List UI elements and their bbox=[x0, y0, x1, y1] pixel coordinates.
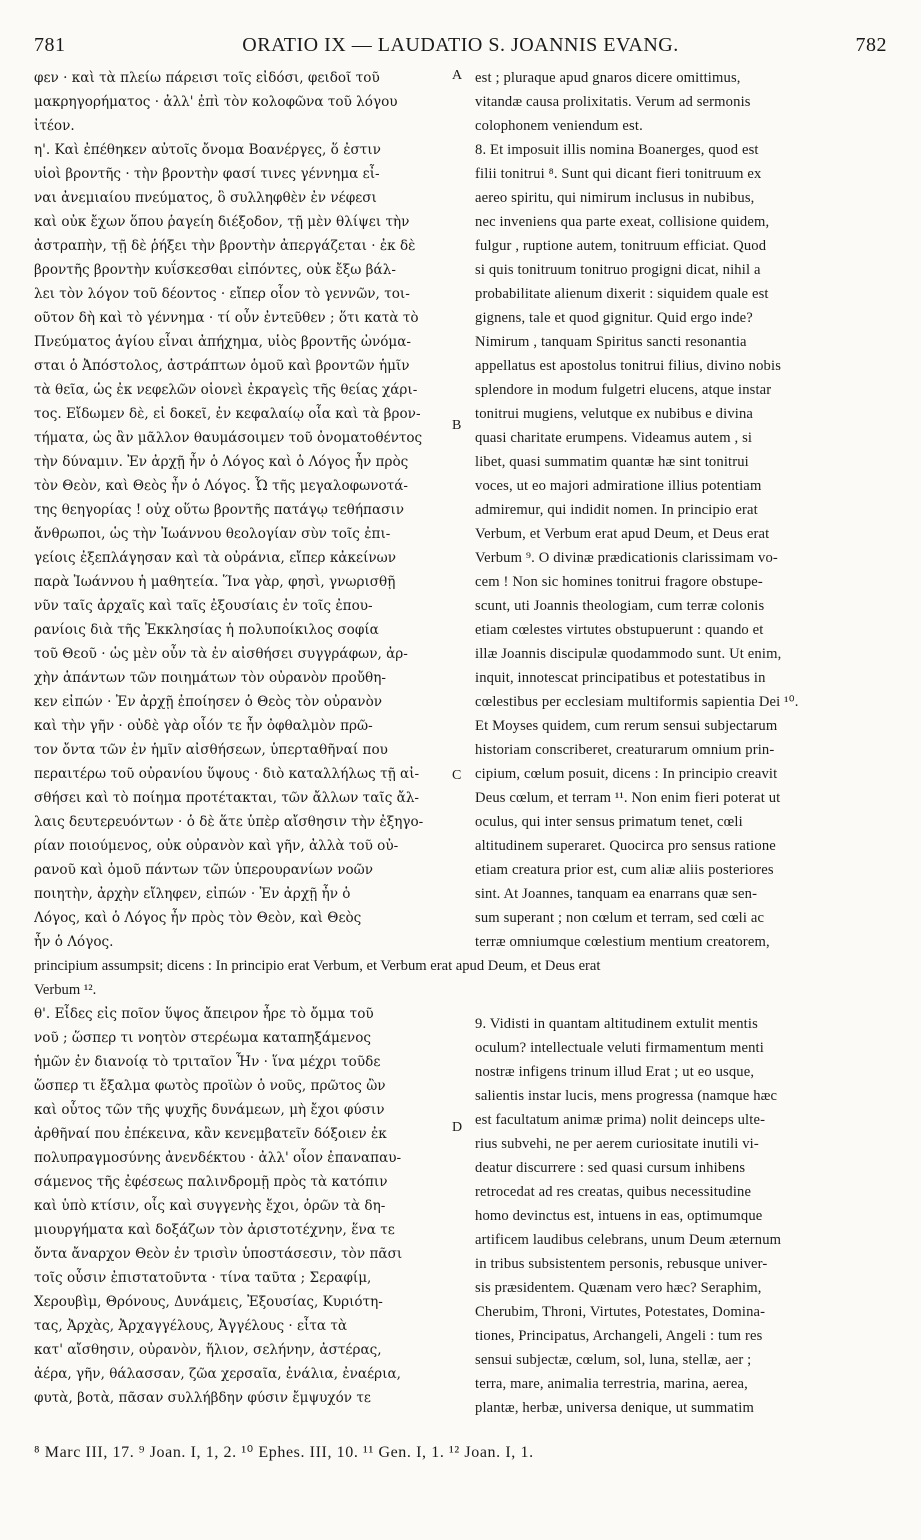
latin-text-line: est facultatum animæ prima) nolit deinceps ulte- bbox=[475, 1112, 766, 1128]
greek-text-line: τὴν δύναμιν. Ἐν ἀρχῇ ἦν ὁ Λόγος καὶ ὁ Λόγος ἦν πρὸς bbox=[34, 454, 409, 470]
running-title: ORATIO IX — LAUDATIO S. JOANNIS EVANG. bbox=[242, 34, 679, 56]
latin-text-line: tonitrui mugiens, velutque ex nubibus e divina bbox=[475, 406, 754, 422]
latin-text-line: 9. Vidisti in quantam altitudinem extulit mentis bbox=[475, 1016, 758, 1032]
greek-text-line: καὶ οὐκ ἔχων ὅπου ῥαγείη διέξοδον, τῇ μὲν θλίψει τὴν bbox=[34, 214, 410, 230]
greek-text-line: νοῦ ; ὥσπερ τι νοητὸν στερέωμα καταπηξάμενος bbox=[34, 1030, 371, 1046]
latin-text-line: terra, mare, animalia terrestria, marina, aerea, bbox=[475, 1376, 748, 1392]
greek-text-line: τὰ θεῖα, ὡς ἐκ νεφελῶν οἱονεὶ ἐκραγεὶς τῆς θείας χάρι- bbox=[34, 382, 418, 398]
greek-text-line: τας, Ἀρχὰς, Ἀρχαγγέλους, Ἀγγέλους · εἶτα τὰ bbox=[34, 1318, 348, 1334]
greek-text-line: βροντῆς βροντὴν κυΐσκεσθαι εἰπόντες, οὐκ ἔξω βάλ- bbox=[34, 262, 396, 278]
latin-text-line: tiones, Principatus, Archangeli, Angeli : tum res bbox=[475, 1328, 763, 1344]
latin-text-line: etiam cœlestes virtutes obstupuerunt : quando et bbox=[475, 622, 764, 638]
latin-text-line: sis præsidentem. Quænam vero hæc? Seraphim, bbox=[475, 1280, 762, 1296]
latin-text-line: scunt, uti Joannis theologiam, cum terræ colonis bbox=[475, 598, 765, 614]
latin-text-line: colophonem veniendum est. bbox=[475, 118, 643, 134]
greek-text-line: λει τὸν λόγον τοῦ δέοντος · εἴπερ οἷον τὸ γεννῶν, τοι- bbox=[34, 286, 410, 302]
latin-text-line: inquit, innotescat principatibus et potestatibus in bbox=[475, 670, 766, 686]
greek-text-line: ρανίοις διὰ τῆς Ἐκκλησίας ἡ πολυποίκιλος σοφία bbox=[34, 622, 379, 638]
page-number-left: 781 bbox=[34, 34, 66, 56]
greek-text-line: τὸν Θεὸν, καὶ Θεὸς ἦν ὁ Λόγος. Ὦ τῆς μεγαλοφωνοτά- bbox=[34, 478, 408, 494]
margin-letter-b: B bbox=[452, 418, 462, 433]
margin-letter-d: D bbox=[452, 1120, 463, 1135]
latin-text-line: Deus cœlum, et terram ¹¹. Non enim fieri poterat ut bbox=[475, 790, 781, 806]
latin-text-line: cœlestibus per ecclesiam multiformis sapientia Dei ¹⁰. bbox=[475, 694, 799, 710]
latin-text-line: admiremur, qui indidit nomen. In principio erat bbox=[475, 502, 758, 518]
latin-text-line: principium assumpsit; dicens : In principio erat Verbum, et Verbum erat apud Deum, et Deus erat bbox=[34, 958, 601, 974]
greek-text-line: ὄντα ἄναρχον Θεὸν ἐν τρισὶν ὑποστάσεσιν, τὸν πᾶσι bbox=[34, 1246, 403, 1262]
latin-text-line: salientis instar lucis, mens progressa (namque hæc bbox=[475, 1088, 778, 1104]
greek-text-line: κατ' αἴσθησιν, οὐρανὸν, ἥλιον, σελήνην, ἀστέρας, bbox=[34, 1342, 382, 1358]
page-number-right: 782 bbox=[855, 34, 887, 56]
greek-text-line: ἄνθρωποι, ὡς τὴν Ἰωάννου θεολογίαν σὺν τοῖς ἐπι- bbox=[34, 526, 391, 542]
latin-text-line: nostræ infigens trinum illud Erat ; ut eo usque, bbox=[475, 1064, 755, 1080]
greek-text-line: ὥσπερ τι ἔξαλμα φωτὸς προϊὼν ὁ νοῦς, πρῶτος ὢν bbox=[34, 1078, 386, 1094]
greek-text-line: φεν · καὶ τὰ πλείω πάρεισι τοῖς εἰδόσι, φειδοῖ τοῦ bbox=[34, 70, 380, 86]
latin-text-line: vitandæ causa prolixitatis. Verum ad sermonis bbox=[475, 94, 751, 110]
running-header bbox=[34, 34, 887, 60]
greek-text-line: περαιτέρω τοῦ οὐρανίου ὕψους · διὸ καταλλήλως τῇ αἰ- bbox=[34, 766, 420, 782]
latin-text-line: voces, ut eo majori admiratione illius potentiam bbox=[475, 478, 762, 494]
greek-text-line: πολυπραγμοσύνης ἀνενδέκτου · ἀλλ' οἷον ἐπαναπαυ- bbox=[34, 1150, 402, 1166]
greek-text-line: τήματα, ὡς ἂν μᾶλλον θαυμάσοιμεν τοῦ ὀνοματοθέντος bbox=[34, 430, 423, 446]
greek-text-line: σάμενος τῆς ἐφέσεως παλινδρομῇ πρὸς τὰ κατόπιν bbox=[34, 1174, 388, 1190]
greek-text-line: κεν εἰπών · Ἐν ἀρχῇ ἐποίησεν ὁ Θεὸς τὸν οὐρανὸν bbox=[34, 694, 383, 710]
greek-text-line: καὶ οὗτος τῶν τῆς ψυχῆς δυνάμεων, μὴ ἔχοι φύσιν bbox=[34, 1102, 385, 1118]
greek-text-line: Λόγος, καὶ ὁ Λόγος ἦν πρὸς τὸν Θεὸν, καὶ Θεὸς bbox=[34, 910, 362, 926]
latin-text-line: quasi charitate erumpens. Videamus autem , si bbox=[475, 430, 753, 446]
greek-text-line: Πνεύματος ἁγίου εἶναι ἀπήχημα, υἱὸς βροντῆς ὠνόμα- bbox=[34, 334, 411, 350]
latin-text-line: Verbum ⁹. O divinæ prædicationis clarissimam vo- bbox=[475, 550, 778, 566]
greek-text-line: ναι ἀνεμιαίου πνεύματος, ὃ συλληφθὲν ἐν νέφεσι bbox=[34, 190, 377, 206]
greek-text-line: υἱοὶ βροντῆς · τὴν βροντὴν φασί τινες γέννημα εἶ- bbox=[34, 166, 380, 182]
greek-text-line: ρίαν ποιούμενος, οὐκ οὐρανὸν καὶ γῆν, ἀλλὰ τοῦ οὐ- bbox=[34, 838, 399, 854]
greek-text-line: ἀστραπὴν, τῇ δὲ ῥήξει τὴν βροντὴν ἀπεργάζεται · ἐκ δὲ bbox=[34, 238, 416, 254]
latin-text-line: probabilitate alienum dixerit : siquidem quale est bbox=[475, 286, 769, 302]
greek-text-line: ρανοῦ καὶ ὁμοῦ πάντων τῶν ὑπερουρανίων νοῶν bbox=[34, 862, 373, 878]
latin-text-line: splendore in modum fulgetri elucens, atque instar bbox=[475, 382, 772, 398]
latin-text-line: terræ omniumque cœlestium mentium creatorem, bbox=[475, 934, 770, 950]
latin-text-line: oculum? intellectuale veluti firmamentum menti bbox=[475, 1040, 764, 1056]
latin-column-top bbox=[475, 66, 891, 954]
latin-text-line: 8. Et imposuit illis nomina Boanerges, quod est bbox=[475, 142, 759, 158]
latin-text-line: libet, quasi summatim quantæ hæ sint tonitrui bbox=[475, 454, 749, 470]
greek-text-line: τος. Εἴδωμεν δὲ, εἰ δοκεῖ, ἐν κεφαλαίῳ οἷα καὶ τὰ βρον- bbox=[34, 406, 421, 422]
latin-text-line: oculus, qui inter sensus primatum tenet, cœli bbox=[475, 814, 743, 830]
footnotes: ⁸ Marc III, 17. ⁹ Joan. I, 1, 2. ¹⁰ Ephes. III, 10. ¹¹ Gen. I, 1. ¹² Joan. I, 1. bbox=[34, 1444, 534, 1461]
latin-text-line: etiam creatura prior est, cum aliæ aliis posteriores bbox=[475, 862, 774, 878]
greek-text-line: καὶ τὴν γῆν · οὐδὲ γὰρ οἷόν τε ἦν ὀφθαλμὸν πρῶ- bbox=[34, 718, 373, 734]
greek-text-line: τοῦ Θεοῦ · ὡς μὲν οὖν τὰ ἐν αἰσθήσει συγγράφων, ἀρ- bbox=[34, 646, 408, 662]
latin-text-line: in tribus subsistentem personis, rebusque univer- bbox=[475, 1256, 768, 1272]
greek-column-bottom bbox=[34, 1002, 454, 1410]
margin-letter-a: A bbox=[452, 68, 463, 83]
latin-text-line: illæ Joannis discipulæ quodammodo sunt. Ut enim, bbox=[475, 646, 782, 662]
latin-text-line: Verbum, et Verbum erat apud Deum, et Deus erat bbox=[475, 526, 770, 542]
greek-text-line: τον ὄντα τῶν ἐν ἡμῖν αἰσθήσεων, ὑπερταθῆναί που bbox=[34, 742, 388, 758]
latin-text-line: altitudinem superaret. Quocirca pro sensus ratione bbox=[475, 838, 776, 854]
latin-text-line: sint. At Joannes, tanquam ea enarrans quæ sen- bbox=[475, 886, 758, 902]
latin-text-line: est ; pluraque apud gnaros dicere omittimus, bbox=[475, 70, 741, 86]
greek-text-line: ἰτέον. bbox=[34, 118, 75, 134]
latin-text-line: gignens, tale et quod gignitur. Quid ergo inde? bbox=[475, 310, 753, 326]
greek-text-line: θ'. Εἶδες εἰς ποῖον ὕψος ἄπειρον ἦρε τὸ ὄμμα τοῦ bbox=[34, 1006, 374, 1022]
margin-letter-c: C bbox=[452, 768, 462, 783]
latin-text-line: Verbum ¹². bbox=[34, 982, 97, 998]
latin-text-line: plantæ, herbæ, universa denique, ut summatim bbox=[475, 1400, 754, 1416]
greek-text-line: ἀρθῆναί που ἐπέκεινα, κἂν κενεμβατεῖν δόξοιεν ἐκ bbox=[34, 1126, 387, 1142]
greek-text-line: ἀέρα, γῆν, θάλασσαν, ζῶα χερσαῖα, ἐνάλια, ἐναέρια, bbox=[34, 1366, 401, 1382]
greek-text-line: ποιητὴν, ἀρχὴν εἴληφεν, εἰπών · Ἐν ἀρχῇ ἦν ὁ bbox=[34, 886, 351, 902]
latin-text-line: cem ! Non sic homines tonitrui fragore obstupe- bbox=[475, 574, 763, 590]
greek-text-line: σται ὁ Ἀπόστολος, ἀστράπτων ὁμοῦ καὶ βροντῶν ἡμῖν bbox=[34, 358, 410, 374]
greek-text-line: Χερουβὶμ, Θρόνους, Δυνάμεις, Ἐξουσίας, Κυριότη- bbox=[34, 1294, 383, 1310]
latin-text-line: homo devinctus est, intuens in eas, optimumque bbox=[475, 1208, 763, 1224]
latin-text-line: retrocedat ad res creatas, quibus necessitudine bbox=[475, 1184, 752, 1200]
latin-text-line: appellatus est apostolus tonitrui filius, divino nobis bbox=[475, 358, 782, 374]
greek-text-line: τοῖς οὖσιν ἐπιστατοῦντα · τίνα ταῦτα ; Σεραφίμ, bbox=[34, 1270, 372, 1286]
latin-text-line: artificem laudibus celebrans, unum Deum æternum bbox=[475, 1232, 782, 1248]
greek-text-line: χὴν ἁπάντων τῶν ποιημάτων τὸν οὐρανὸν προὔθη- bbox=[34, 670, 386, 686]
latin-text-line: sensui subjectæ, cœlum, sol, luna, stellæ, aer ; bbox=[475, 1352, 752, 1368]
latin-column-bottom bbox=[475, 1012, 891, 1420]
greek-text-line: λαις δευτερευόντων · ὁ δὲ ἅτε ὑπὲρ αἴσθησιν τὴν ἐξηγο- bbox=[34, 814, 424, 830]
latin-text-line: Et Moyses quidem, cum rerum sensui subjectarum bbox=[475, 718, 778, 734]
greek-text-line: νῦν ταῖς ἀρχαῖς καὶ ταῖς ἐξουσίαις ἐν τοῖς ἐπου- bbox=[34, 598, 373, 614]
greek-text-line: ἦν ὁ Λόγος. bbox=[34, 934, 114, 950]
latin-text-line: nec inveniens qua parte exeat, collisione quidem, bbox=[475, 214, 770, 230]
latin-text-line: fulgur , ruptione autem, tonitruum efficiat. Quod bbox=[475, 238, 767, 254]
latin-text-line: rius subvehi, ne per aerem curiositate inutili vi- bbox=[475, 1136, 759, 1152]
latin-text-line: si quis tonitruum tonitruo progigni dicat, nihil a bbox=[475, 262, 761, 278]
greek-text-line: παρὰ Ἰωάννου ἡ μαθητεία. Ἵνα γὰρ, φησὶ, γνωρισθῇ bbox=[34, 574, 396, 590]
greek-text-line: μιουργήματα καὶ δοξάζων τὸν ἀριστοτέχνην, ἕνα τε bbox=[34, 1222, 395, 1238]
greek-column-top bbox=[34, 66, 454, 954]
latin-text-line: cipium, cœlum posuit, dicens : In principio creavit bbox=[475, 766, 778, 782]
latin-text-line: filii tonitrui ⁸. Sunt qui dicant fieri tonitruum ex bbox=[475, 166, 762, 182]
greek-text-line: σθήσει καὶ τὸ ποίημα προτέτακται, τῶν ἄλλων ταῖς ἄλ- bbox=[34, 790, 420, 806]
greek-text-line: φυτὰ, βοτὰ, πᾶσαν συλλήβδην φύσιν ἔμψυχόν τε bbox=[34, 1390, 371, 1406]
latin-spanning-lines bbox=[34, 954, 891, 1002]
greek-text-line: γείοις ἐξεπλάγησαν καὶ τὰ οὐράνια, εἴπερ κἀκείνων bbox=[34, 550, 397, 566]
latin-text-line: Cherubim, Throni, Virtutes, Potestates, Domina- bbox=[475, 1304, 766, 1320]
greek-text-line: ἡμῶν ἐν διανοίᾳ τὸ τριταῖον Ἦν · ἵνα μέχρι τοῦδε bbox=[34, 1054, 381, 1070]
greek-text-line: της θεηγορίας ! οὐχ οὕτω βροντῆς πατάγῳ τεθήπασιν bbox=[34, 502, 404, 518]
greek-text-line: καὶ ὑπὸ κτίσιν, οἷς καὶ συγγενὴς ἔχοι, ὁρῶν τὰ δη- bbox=[34, 1198, 386, 1214]
latin-text-line: deatur discurrere : sed quasi cursum inhibens bbox=[475, 1160, 746, 1176]
greek-text-line: οῦτον δὴ καὶ τὸ γέννημα · τί οὖν ἐντεῦθεν ; ὅτι κατὰ τὸ bbox=[34, 310, 419, 326]
latin-text-line: historiam conscriberet, creaturarum omnium prin- bbox=[475, 742, 775, 758]
latin-text-line: sum superant ; non cœlum et terram, sed cœli ac bbox=[475, 910, 765, 926]
latin-text-line: aereo spiritu, qui nimirum inclusus in nubibus, bbox=[475, 190, 755, 206]
greek-text-line: μακρηγορήματος · ἀλλ' ἐπὶ τὸν κολοφῶνα τοῦ λόγου bbox=[34, 94, 398, 110]
greek-text-line: η'. Καὶ ἐπέθηκεν αὐτοῖς ὄνομα Βοανέργες, ὅ ἐστιν bbox=[34, 142, 381, 158]
latin-text-line: Nimirum , tanquam Spiritus sancti resonantia bbox=[475, 334, 747, 350]
